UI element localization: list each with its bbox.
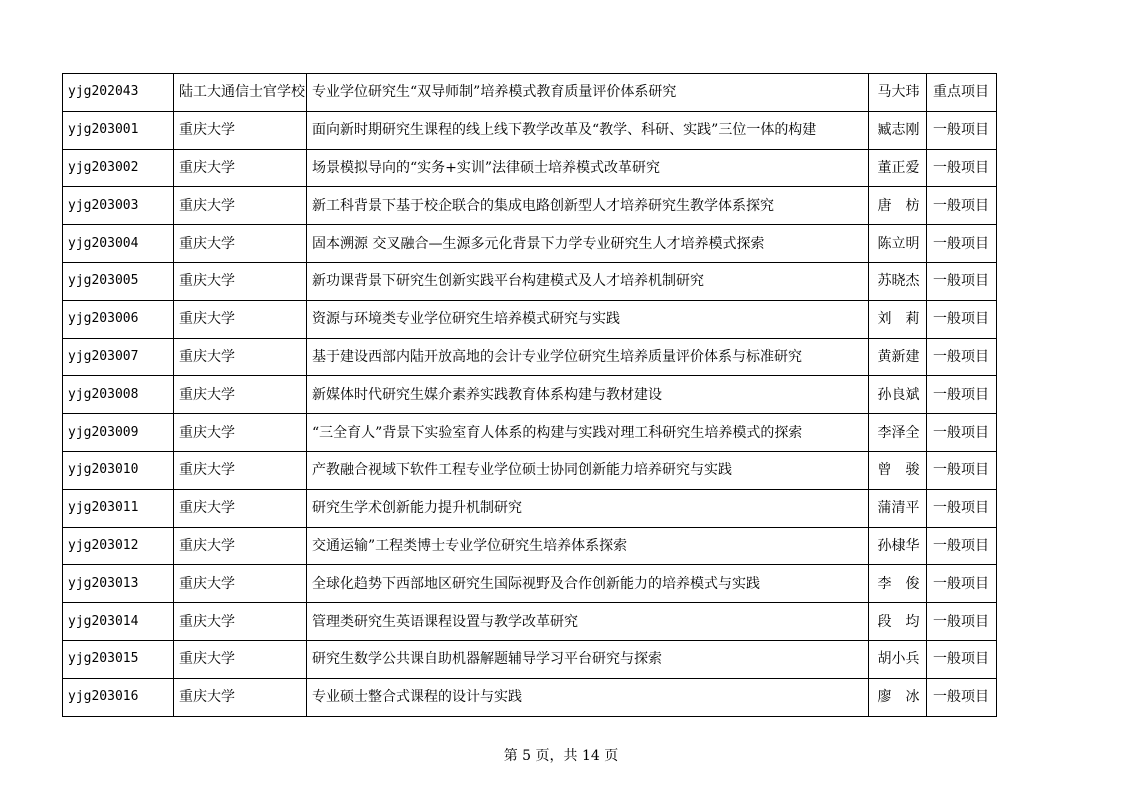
- project-leader-cell: 臧志刚: [869, 111, 927, 149]
- project-type-cell: 一般项目: [927, 225, 997, 263]
- project-id-cell: yjg203009: [63, 414, 174, 452]
- project-title-cell: 固本溯源 交叉融合—生源多元化背景下力学专业研究生人才培养模式探索: [307, 225, 869, 263]
- institution-cell: 重庆大学: [174, 376, 307, 414]
- project-type-cell: 一般项目: [927, 414, 997, 452]
- project-leader-cell: 李 俊: [869, 565, 927, 603]
- institution-cell: 重庆大学: [174, 225, 307, 263]
- project-id-cell: yjg203011: [63, 489, 174, 527]
- project-type-cell: 一般项目: [927, 640, 997, 678]
- project-type-cell: 一般项目: [927, 376, 997, 414]
- project-title-cell: 管理类研究生英语课程设置与教学改革研究: [307, 603, 869, 641]
- project-title-cell: 面向新时期研究生课程的线上线下教学改革及“教学、科研、实践”三位一体的构建: [307, 111, 869, 149]
- table-row: [63, 527, 997, 565]
- project-type-cell: 一般项目: [927, 451, 997, 489]
- project-id-cell: yjg203010: [63, 451, 174, 489]
- table-row: [63, 74, 997, 112]
- project-title-cell: 基于建设西部内陆开放高地的会计专业学位研究生培养质量评价体系与标准研究: [307, 338, 869, 376]
- table-row: [63, 262, 997, 300]
- project-leader-cell: 曾 骏: [869, 451, 927, 489]
- project-id-cell: yjg203006: [63, 300, 174, 338]
- project-title-cell: 全球化趋势下西部地区研究生国际视野及合作创新能力的培养模式与实践: [307, 565, 869, 603]
- table-row: [63, 489, 997, 527]
- table-row: [63, 565, 997, 603]
- project-type-cell: 一般项目: [927, 603, 997, 641]
- project-title-cell: 资源与环境类专业学位研究生培养模式研究与实践: [307, 300, 869, 338]
- project-leader-cell: 李泽全: [869, 414, 927, 452]
- project-table: [62, 73, 997, 717]
- table-row: [63, 678, 997, 716]
- table-row: [63, 603, 997, 641]
- institution-cell: 重庆大学: [174, 451, 307, 489]
- institution-cell: 陆工大通信士官学校: [174, 74, 307, 112]
- project-id-cell: yjg203005: [63, 262, 174, 300]
- project-id-cell: yjg203013: [63, 565, 174, 603]
- project-id-cell: yjg202043: [63, 74, 174, 112]
- institution-cell: 重庆大学: [174, 338, 307, 376]
- project-id-cell: yjg203015: [63, 640, 174, 678]
- table-row: [63, 187, 997, 225]
- institution-cell: 重庆大学: [174, 640, 307, 678]
- institution-cell: 重庆大学: [174, 603, 307, 641]
- project-title-cell: 研究生数学公共课自助机器解题辅导学习平台研究与探索: [307, 640, 869, 678]
- project-id-cell: yjg203007: [63, 338, 174, 376]
- project-id-cell: yjg203001: [63, 111, 174, 149]
- project-type-cell: 一般项目: [927, 111, 997, 149]
- project-title-cell: 新工科背景下基于校企联合的集成电路创新型人才培养研究生教学体系探究: [307, 187, 869, 225]
- project-title-cell: 专业硕士整合式课程的设计与实践: [307, 678, 869, 716]
- project-leader-cell: 苏晓杰: [869, 262, 927, 300]
- project-id-cell: yjg203016: [63, 678, 174, 716]
- table-row: [63, 414, 997, 452]
- project-leader-cell: 陈立明: [869, 225, 927, 263]
- project-leader-cell: 廖 冰: [869, 678, 927, 716]
- institution-cell: 重庆大学: [174, 149, 307, 187]
- institution-cell: 重庆大学: [174, 527, 307, 565]
- project-id-cell: yjg203008: [63, 376, 174, 414]
- project-leader-cell: 段 均: [869, 603, 927, 641]
- table-row: [63, 338, 997, 376]
- project-id-cell: yjg203004: [63, 225, 174, 263]
- project-title-cell: “三全育人”背景下实验室育人体系的构建与实践对理工科研究生培养模式的探索: [307, 414, 869, 452]
- project-id-cell: yjg203002: [63, 149, 174, 187]
- project-title-cell: 交通运输”工程类博士专业学位研究生培养体系探索: [307, 527, 869, 565]
- project-title-cell: 专业学位研究生“双导师制”培养模式教育质量评价体系研究: [307, 74, 869, 112]
- project-id-cell: yjg203003: [63, 187, 174, 225]
- table-row: [63, 149, 997, 187]
- table-row: [63, 451, 997, 489]
- project-type-cell: 重点项目: [927, 74, 997, 112]
- institution-cell: 重庆大学: [174, 300, 307, 338]
- project-title-cell: 场景模拟导向的“实务+实训”法律硕士培养模式改革研究: [307, 149, 869, 187]
- project-title-cell: 研究生学术创新能力提升机制研究: [307, 489, 869, 527]
- project-title-cell: 新功课背景下研究生创新实践平台构建模式及人才培养机制研究: [307, 262, 869, 300]
- institution-cell: 重庆大学: [174, 262, 307, 300]
- project-type-cell: 一般项目: [927, 489, 997, 527]
- project-leader-cell: 董正爱: [869, 149, 927, 187]
- project-leader-cell: 孙棣华: [869, 527, 927, 565]
- project-leader-cell: 刘 莉: [869, 300, 927, 338]
- table-row: [63, 111, 997, 149]
- project-title-cell: 产教融合视域下软件工程专业学位硕士协同创新能力培养研究与实践: [307, 451, 869, 489]
- project-title-cell: 新媒体时代研究生媒介素养实践教育体系构建与教材建设: [307, 376, 869, 414]
- project-leader-cell: 胡小兵: [869, 640, 927, 678]
- table-row: [63, 300, 997, 338]
- project-leader-cell: 孙良斌: [869, 376, 927, 414]
- project-leader-cell: 黄新建: [869, 338, 927, 376]
- project-id-cell: yjg203014: [63, 603, 174, 641]
- project-type-cell: 一般项目: [927, 678, 997, 716]
- table-row: [63, 225, 997, 263]
- institution-cell: 重庆大学: [174, 678, 307, 716]
- project-leader-cell: 蒲清平: [869, 489, 927, 527]
- project-type-cell: 一般项目: [927, 187, 997, 225]
- table-row: [63, 376, 997, 414]
- project-leader-cell: 唐 枋: [869, 187, 927, 225]
- institution-cell: 重庆大学: [174, 111, 307, 149]
- project-type-cell: 一般项目: [927, 527, 997, 565]
- project-type-cell: 一般项目: [927, 338, 997, 376]
- project-type-cell: 一般项目: [927, 300, 997, 338]
- project-type-cell: 一般项目: [927, 149, 997, 187]
- institution-cell: 重庆大学: [174, 565, 307, 603]
- institution-cell: 重庆大学: [174, 489, 307, 527]
- page-footer: [0, 745, 1122, 765]
- institution-cell: 重庆大学: [174, 187, 307, 225]
- institution-cell: 重庆大学: [174, 414, 307, 452]
- project-leader-cell: 马大玮: [869, 74, 927, 112]
- page-number: 第 5 页，共 14 页: [503, 748, 619, 764]
- project-type-cell: 一般项目: [927, 262, 997, 300]
- project-type-cell: 一般项目: [927, 565, 997, 603]
- project-table-body: [63, 74, 997, 717]
- project-id-cell: yjg203012: [63, 527, 174, 565]
- table-row: [63, 640, 997, 678]
